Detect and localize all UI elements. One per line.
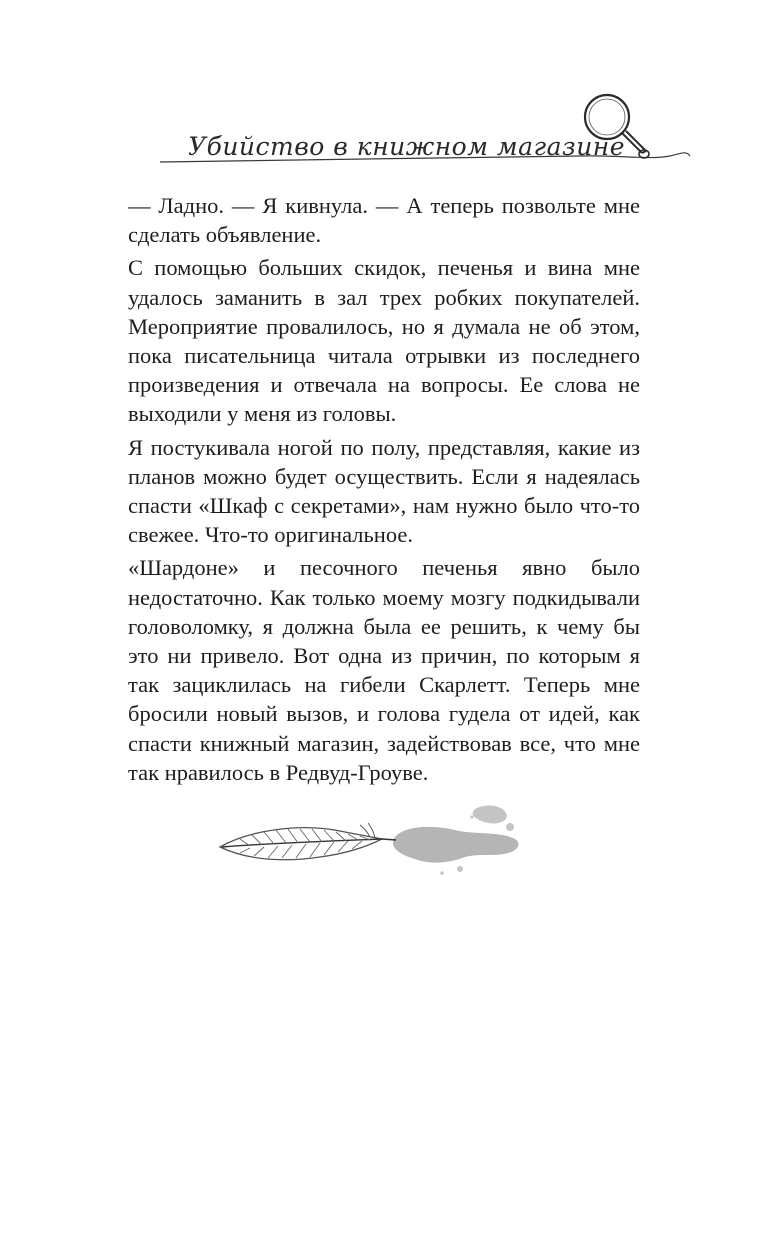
- paragraph-3: Я постукивала ногой по полу, представляя, какие из планов можно будет осуществить. Если я надеялась спасти «Шкаф с секретами», нам нужно было что-то свежее. Что-то оригинальное.: [128, 434, 640, 548]
- body-text: [128, 191, 640, 791]
- paragraph-1: — Ладно. — Я кивнула. — А теперь позвольте мне сделать объявление.: [128, 193, 640, 248]
- paragraph-4: «Шардоне» и песочного печенья явно было недостаточно. Как только моему мозгу подкидывали головоломку, я должна была ее решить, к чему бы это ни привело. Вот одна из причин, по которым я так зациклилась на гибели Скарлетт. Теперь мне бросили новый вызов, и голова гудела от идей, как спасти книжный магазин, задействовав все, что мне так нравилось в Редвуд-Гроуве.: [128, 555, 640, 785]
- running-header: [150, 90, 710, 180]
- paragraph-2: С помощью больших скидок, печенья и вина мне удалось заманить в зал трех робких покупателей. Мероприятие провалилось, но я думала не об этом, пока писательница читала отрывки из последнего произведения и отвечала на вопросы. Ее слова не выходили у меня из головы.: [128, 255, 640, 427]
- quill-ink-splash-icon: [210, 795, 530, 885]
- running-title: Убийство в книжном магазине: [188, 132, 626, 161]
